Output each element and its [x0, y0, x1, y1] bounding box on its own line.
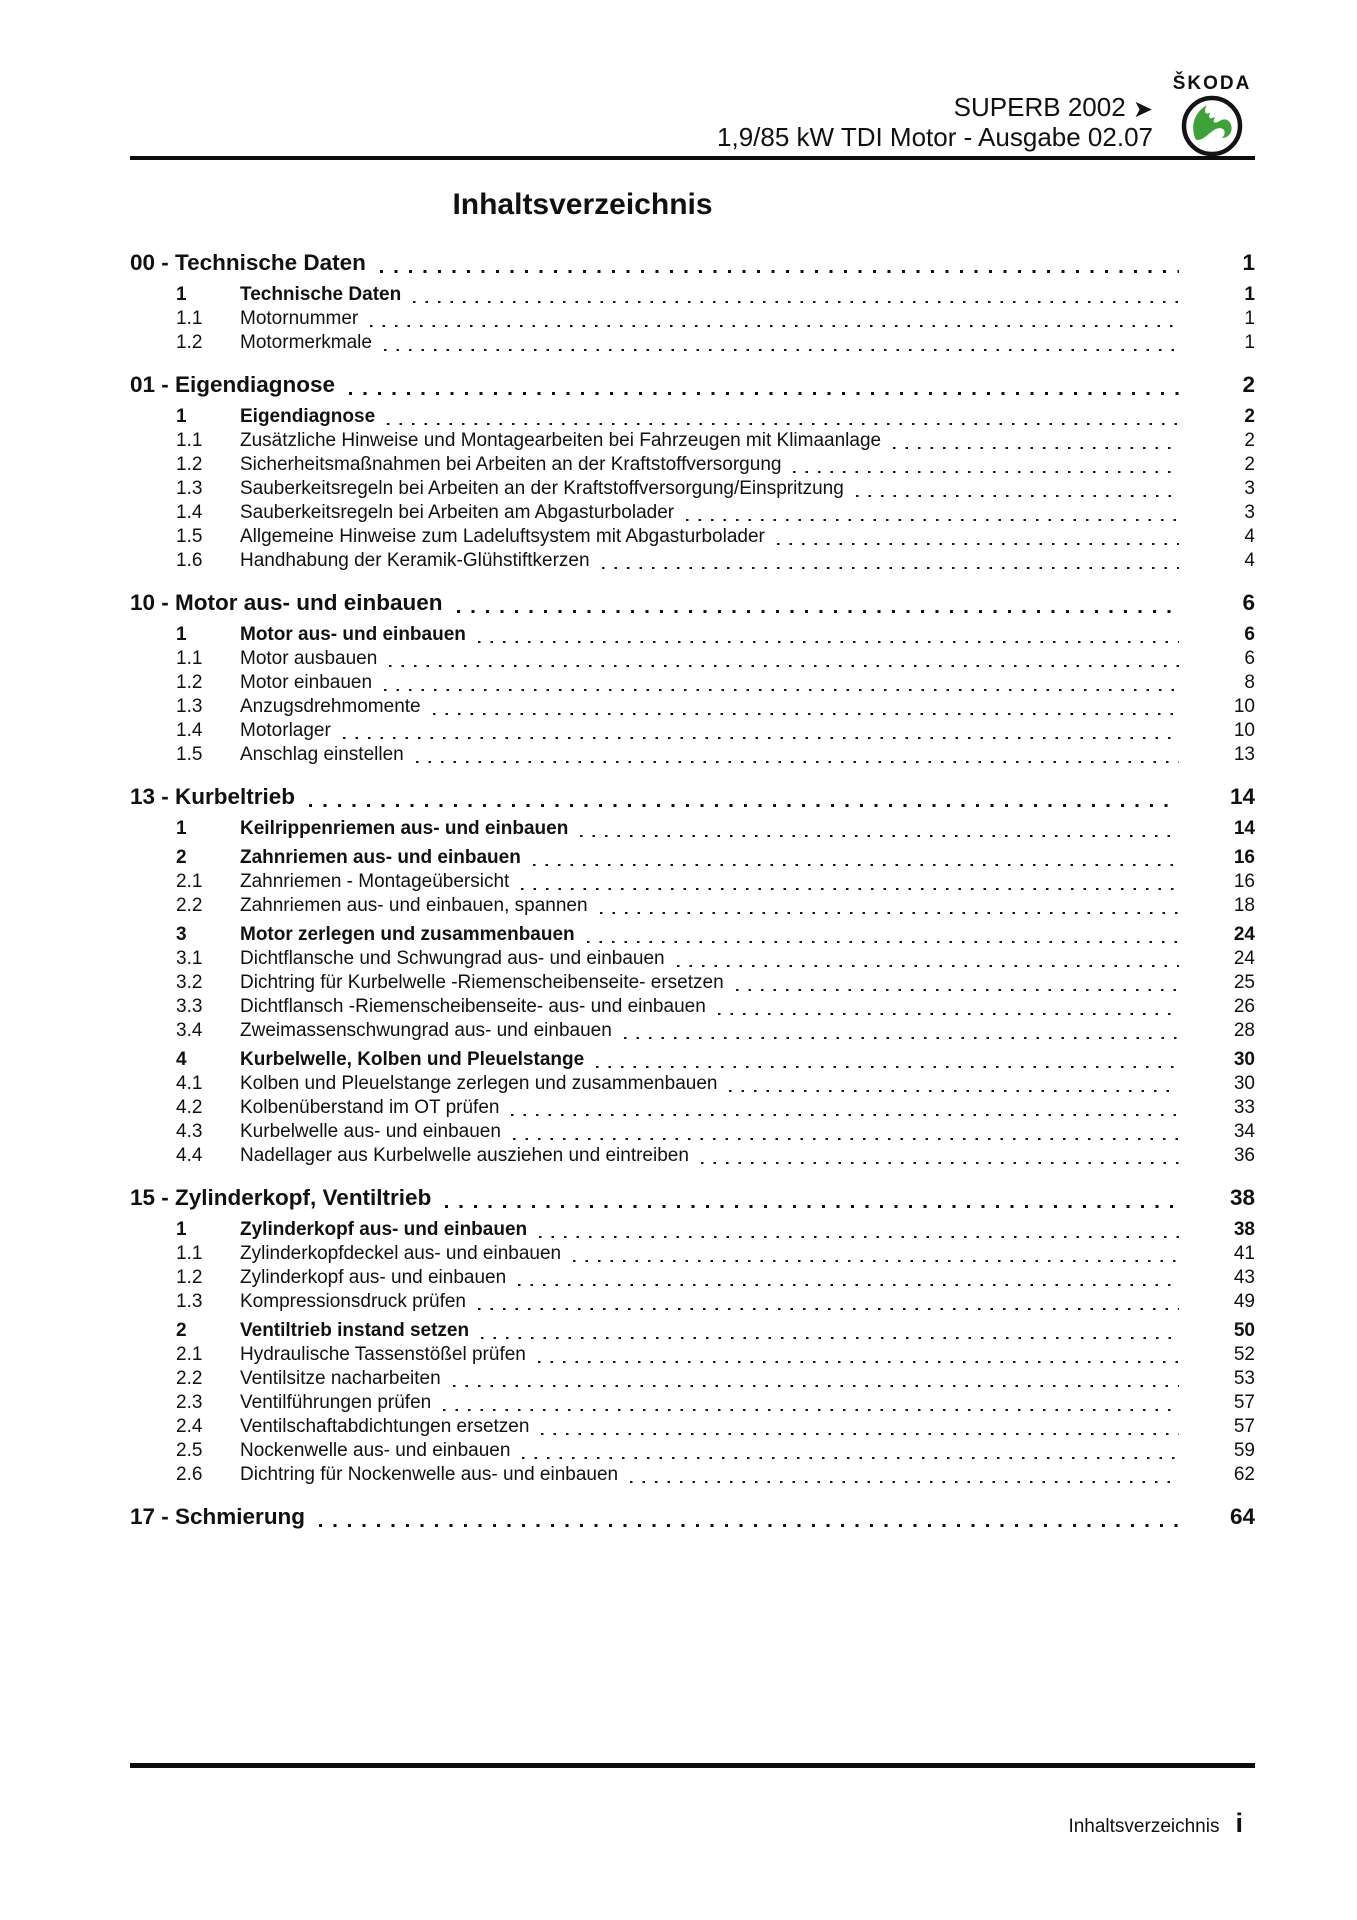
- dot-leader: [538, 1361, 1179, 1363]
- skoda-wordmark: ŠKODA: [1172, 73, 1252, 94]
- item-number: 1: [176, 624, 187, 645]
- toc-chapter-row: [130, 1502, 1255, 1532]
- dot-leader: [389, 665, 1179, 667]
- toc-item-row: [130, 1218, 1255, 1242]
- item-page-number: 34: [1233, 1121, 1255, 1142]
- item-title: Zylinderkopf aus- und einbauen: [240, 1219, 528, 1240]
- toc-item-row: [130, 331, 1255, 355]
- toc-item-row: [130, 695, 1255, 719]
- dot-leader: [856, 495, 1179, 497]
- item-number: 1.2: [176, 1267, 203, 1288]
- toc-item-row: [130, 870, 1255, 894]
- item-page-number: 52: [1233, 1344, 1255, 1365]
- item-number: 1.5: [176, 744, 203, 765]
- toc-item-row: [130, 525, 1255, 549]
- item-title: Ventilführungen prüfen: [240, 1392, 432, 1413]
- dot-leader: [445, 1205, 1179, 1208]
- item-number: 1.3: [176, 696, 203, 717]
- item-page-number: 50: [1233, 1320, 1255, 1341]
- item-number: 1: [176, 818, 187, 839]
- item-title: Zahnriemen aus- und einbauen: [240, 847, 521, 868]
- chapter-page-number: 1: [1242, 250, 1255, 275]
- arrow-icon: ➤: [1132, 96, 1153, 123]
- item-page-number: 3: [1244, 478, 1255, 499]
- item-title: Nadellager aus Kurbelwelle ausziehen und eintreiben: [240, 1145, 689, 1166]
- toc-item-row: [130, 429, 1255, 453]
- item-number: 1.1: [176, 648, 203, 669]
- item-number: 1.1: [176, 1243, 203, 1264]
- item-number: 1.5: [176, 526, 203, 547]
- toc-item-row: [130, 1120, 1255, 1144]
- item-page-number: 41: [1233, 1243, 1255, 1264]
- toc-item-row: [130, 1463, 1255, 1487]
- toc-item-row: [130, 1415, 1255, 1439]
- dot-leader: [587, 941, 1179, 943]
- dot-leader: [573, 1260, 1179, 1262]
- toc-item-row: [130, 719, 1255, 743]
- item-title: Anzugsdrehmomente: [240, 696, 421, 717]
- item-title: Zweimassenschwungrad aus- und einbauen: [240, 1020, 612, 1041]
- item-number: 1.1: [176, 430, 203, 451]
- item-page-number: 38: [1233, 1219, 1255, 1240]
- page-footer: [130, 1810, 1243, 1838]
- item-title: Motor ausbauen: [240, 648, 378, 669]
- item-title: Motor zerlegen und zusammenbauen: [240, 924, 575, 945]
- item-number: 1.4: [176, 720, 203, 741]
- toc-item-row: [130, 923, 1255, 947]
- dot-leader: [729, 1090, 1179, 1092]
- item-number: 2: [176, 1320, 187, 1341]
- toc-item-row: [130, 283, 1255, 307]
- item-number: 2.4: [176, 1416, 203, 1437]
- chapter-label: 00 - Technische Daten: [130, 250, 366, 275]
- dot-leader: [600, 912, 1179, 914]
- item-title: Motornummer: [240, 308, 359, 329]
- item-title: Kompressionsdruck prüfen: [240, 1291, 466, 1312]
- toc-item-row: [130, 1242, 1255, 1266]
- item-page-number: 10: [1233, 696, 1255, 717]
- item-page-number: 43: [1233, 1267, 1255, 1288]
- chapter-label: 15 - Zylinderkopf, Ventiltrieb: [130, 1185, 432, 1210]
- item-title: Kurbelwelle aus- und einbauen: [240, 1121, 501, 1142]
- item-number: 1.1: [176, 308, 203, 329]
- item-page-number: 1: [1244, 308, 1255, 329]
- item-title: Dichtring für Nockenwelle aus- und einbauen: [240, 1464, 619, 1485]
- dot-leader: [521, 888, 1179, 890]
- page-title: Inhaltsverzeichnis: [452, 188, 713, 221]
- skoda-logo: [1169, 74, 1255, 158]
- item-number: 1.3: [176, 478, 203, 499]
- item-title: Hydraulische Tassenstößel prüfen: [240, 1344, 526, 1365]
- dot-leader: [380, 270, 1179, 273]
- toc-item-row: [130, 1048, 1255, 1072]
- dot-leader: [370, 325, 1179, 327]
- dot-leader: [624, 1037, 1179, 1039]
- toc-item-row: [130, 743, 1255, 767]
- dot-leader: [533, 864, 1179, 866]
- item-number: 2.2: [176, 895, 203, 916]
- toc-item-row: [130, 405, 1255, 429]
- item-page-number: 24: [1233, 924, 1255, 945]
- item-title: Zahnriemen aus- und einbauen, spannen: [240, 895, 588, 916]
- item-page-number: 49: [1233, 1291, 1255, 1312]
- item-number: 1: [176, 284, 187, 305]
- toc-item-row: [130, 1391, 1255, 1415]
- toc-item-row: [130, 501, 1255, 525]
- toc-item-row: [130, 1096, 1255, 1120]
- item-page-number: 57: [1233, 1416, 1255, 1437]
- dot-leader: [736, 989, 1179, 991]
- chapter-label: 13 - Kurbeltrieb: [130, 784, 296, 809]
- dot-leader: [511, 1114, 1179, 1116]
- toc-item-row: [130, 1439, 1255, 1463]
- item-title: Ventilsitze nacharbeiten: [240, 1368, 441, 1389]
- dot-leader: [349, 392, 1179, 395]
- item-title: Dichtflansche und Schwungrad aus- und einbauen: [240, 948, 665, 969]
- toc-item-row: [130, 671, 1255, 695]
- toc-chapter-row: [130, 248, 1255, 278]
- item-number: 4.3: [176, 1121, 203, 1142]
- item-number: 2: [176, 847, 187, 868]
- dot-leader: [893, 447, 1179, 449]
- skoda-logo-icon: [1180, 94, 1244, 158]
- chapter-label: 17 - Schmierung: [130, 1504, 306, 1529]
- dot-leader: [513, 1138, 1179, 1140]
- footer-label: Inhaltsverzeichnis: [1068, 1816, 1220, 1837]
- item-number: 1: [176, 1219, 187, 1240]
- item-page-number: 3: [1244, 502, 1255, 523]
- dot-leader: [309, 804, 1179, 807]
- chapter-page-number: 38: [1229, 1185, 1255, 1210]
- item-number: 2.1: [176, 871, 203, 892]
- chapter-page-number: 2: [1242, 372, 1255, 397]
- footer-page-number: i: [1235, 1808, 1243, 1838]
- item-page-number: 10: [1233, 720, 1255, 741]
- toc-item-row: [130, 1290, 1255, 1314]
- dot-leader: [384, 689, 1179, 691]
- toc-item-row: [130, 971, 1255, 995]
- dot-leader: [686, 519, 1179, 521]
- dot-leader: [718, 1013, 1179, 1015]
- footer-rule: [130, 1763, 1255, 1768]
- toc-item-row: [130, 623, 1255, 647]
- item-title: Zahnriemen - Montageübersicht: [240, 871, 510, 892]
- item-number: 4.2: [176, 1097, 203, 1118]
- item-page-number: 24: [1233, 948, 1255, 969]
- item-number: 3.1: [176, 948, 203, 969]
- item-number: 3: [176, 924, 187, 945]
- item-page-number: 30: [1233, 1073, 1255, 1094]
- dot-leader: [384, 349, 1179, 351]
- item-page-number: 2: [1244, 430, 1255, 451]
- item-number: 1.6: [176, 550, 203, 571]
- item-page-number: 1: [1244, 332, 1255, 353]
- dot-leader: [580, 835, 1179, 837]
- item-title: Nockenwelle aus- und einbauen: [240, 1440, 511, 1461]
- item-page-number: 59: [1233, 1440, 1255, 1461]
- item-title: Eigendiagnose: [240, 406, 376, 427]
- item-page-number: 26: [1233, 996, 1255, 1017]
- item-page-number: 16: [1233, 871, 1255, 892]
- item-page-number: 18: [1233, 895, 1255, 916]
- item-number: 4: [176, 1049, 187, 1070]
- item-title: Sauberkeitsregeln bei Arbeiten am Abgasturbolader: [240, 502, 675, 523]
- item-number: 2.1: [176, 1344, 203, 1365]
- item-number: 1.4: [176, 502, 203, 523]
- item-page-number: 13: [1233, 744, 1255, 765]
- toc-item-row: [130, 846, 1255, 870]
- item-page-number: 33: [1233, 1097, 1255, 1118]
- dot-leader: [457, 610, 1179, 613]
- dot-leader: [478, 1308, 1179, 1310]
- item-title: Motor aus- und einbauen: [240, 624, 466, 645]
- toc-chapter-row: [130, 1183, 1255, 1213]
- item-title: Kurbelwelle, Kolben und Pleuelstange: [240, 1049, 585, 1070]
- item-page-number: 8: [1244, 672, 1255, 693]
- item-title: Ventiltrieb instand setzen: [240, 1320, 470, 1341]
- item-number: 2.3: [176, 1392, 203, 1413]
- item-number: 2.5: [176, 1440, 203, 1461]
- item-number: 3.2: [176, 972, 203, 993]
- item-number: 2.2: [176, 1368, 203, 1389]
- dot-leader: [343, 737, 1179, 739]
- item-title: Allgemeine Hinweise zum Ladeluftsystem mit Abgasturbolader: [240, 526, 765, 547]
- item-number: 1.2: [176, 672, 203, 693]
- item-page-number: 1: [1244, 284, 1255, 305]
- dot-leader: [481, 1337, 1179, 1339]
- toc-item-row: [130, 817, 1255, 841]
- toc-chapter-row: [130, 370, 1255, 400]
- dot-leader: [777, 543, 1179, 545]
- dot-leader: [413, 301, 1179, 303]
- chapter-label: 10 - Motor aus- und einbauen: [130, 590, 443, 615]
- toc-item-row: [130, 307, 1255, 331]
- dot-leader: [701, 1162, 1179, 1164]
- item-number: 1.2: [176, 454, 203, 475]
- item-title: Technische Daten: [240, 284, 402, 305]
- header-text: [717, 93, 1169, 154]
- item-page-number: 4: [1244, 550, 1255, 571]
- toc-item-row: [130, 477, 1255, 501]
- item-page-number: 6: [1244, 648, 1255, 669]
- item-page-number: 2: [1244, 454, 1255, 475]
- item-title: Motor einbauen: [240, 672, 373, 693]
- chapter-page-number: 6: [1242, 590, 1255, 615]
- chapter-page-number: 14: [1229, 784, 1255, 809]
- item-page-number: 25: [1233, 972, 1255, 993]
- toc-item-row: [130, 549, 1255, 573]
- item-title: Zylinderkopf aus- und einbauen: [240, 1267, 507, 1288]
- toc-item-row: [130, 1367, 1255, 1391]
- dot-leader: [522, 1457, 1179, 1459]
- toc-item-row: [130, 1319, 1255, 1343]
- item-page-number: 4: [1244, 526, 1255, 547]
- item-page-number: 16: [1233, 847, 1255, 868]
- item-title: Motorlager: [240, 720, 331, 741]
- toc-item-row: [130, 1019, 1255, 1043]
- dot-leader: [433, 713, 1179, 715]
- dot-leader: [677, 965, 1179, 967]
- dot-leader: [319, 1524, 1179, 1527]
- dot-leader: [387, 423, 1179, 425]
- item-title: Motormerkmale: [240, 332, 372, 353]
- item-page-number: 53: [1233, 1368, 1255, 1389]
- item-page-number: 6: [1244, 624, 1255, 645]
- engine-line: 1,9/85 kW TDI Motor - Ausgabe 02.07: [717, 122, 1153, 152]
- item-title: Sicherheitsmaßnahmen bei Arbeiten an der Kraftstoffversorgung: [240, 454, 782, 475]
- item-number: 1.3: [176, 1291, 203, 1312]
- item-title: Kolbenüberstand im OT prüfen: [240, 1097, 500, 1118]
- item-title: Keilrippenriemen aus- und einbauen: [240, 818, 569, 839]
- dot-leader: [541, 1433, 1179, 1435]
- toc-item-row: [130, 1144, 1255, 1168]
- item-page-number: 30: [1233, 1049, 1255, 1070]
- toc-chapter-row: [130, 782, 1255, 812]
- item-title: Ventilschaftabdichtungen ersetzen: [240, 1416, 530, 1437]
- item-number: 3.3: [176, 996, 203, 1017]
- item-number: 1.2: [176, 332, 203, 353]
- item-title: Kolben und Pleuelstange zerlegen und zusammenbauen: [240, 1073, 718, 1094]
- item-page-number: 2: [1244, 406, 1255, 427]
- dot-leader: [478, 641, 1179, 643]
- item-title: Anschlag einstellen: [240, 744, 404, 765]
- item-page-number: 28: [1233, 1020, 1255, 1041]
- item-title: Dichtflansch -Riemenscheibenseite- aus- und einbauen: [240, 996, 706, 1017]
- model-name: SUPERB 2002: [953, 92, 1126, 122]
- toc-item-row: [130, 453, 1255, 477]
- dot-leader: [596, 1066, 1179, 1068]
- item-title: Dichtring für Kurbelwelle -Riemenscheibenseite- ersetzen: [240, 972, 724, 993]
- item-title: Zylinderkopfdeckel aus- und einbauen: [240, 1243, 562, 1264]
- dot-leader: [793, 471, 1179, 473]
- toc-item-row: [130, 1072, 1255, 1096]
- dot-leader: [518, 1284, 1179, 1286]
- item-page-number: 36: [1233, 1145, 1255, 1166]
- item-number: 2.6: [176, 1464, 203, 1485]
- dot-leader: [443, 1409, 1179, 1411]
- chapter-page-number: 64: [1229, 1504, 1255, 1529]
- item-page-number: 14: [1233, 818, 1255, 839]
- item-page-number: 62: [1233, 1464, 1255, 1485]
- item-title: Handhabung der Keramik-Glühstiftkerzen: [240, 550, 590, 571]
- item-title: Zusätzliche Hinweise und Montagearbeiten bei Fahrzeugen mit Klimaanlage: [240, 430, 882, 451]
- item-page-number: 57: [1233, 1392, 1255, 1413]
- model-line: [717, 93, 1153, 123]
- dot-leader: [630, 1481, 1179, 1483]
- toc-item-row: [130, 947, 1255, 971]
- item-number: 1: [176, 406, 187, 427]
- toc-item-row: [130, 647, 1255, 671]
- toc-chapter-row: [130, 588, 1255, 618]
- toc-item-row: [130, 894, 1255, 918]
- toc-item-row: [130, 1343, 1255, 1367]
- dot-leader: [539, 1236, 1179, 1238]
- page-header: [130, 0, 1255, 160]
- item-title: Sauberkeitsregeln bei Arbeiten an der Kraftstoffversorgung/Einspritzung: [240, 478, 844, 499]
- item-number: 4.4: [176, 1145, 203, 1166]
- table-of-contents: [130, 248, 1255, 1532]
- item-number: 3.4: [176, 1020, 203, 1041]
- toc-item-row: [130, 995, 1255, 1019]
- item-number: 4.1: [176, 1073, 203, 1094]
- chapter-label: 01 - Eigendiagnose: [130, 372, 336, 397]
- dot-leader: [416, 761, 1179, 763]
- toc-item-row: [130, 1266, 1255, 1290]
- dot-leader: [453, 1385, 1179, 1387]
- dot-leader: [602, 567, 1179, 569]
